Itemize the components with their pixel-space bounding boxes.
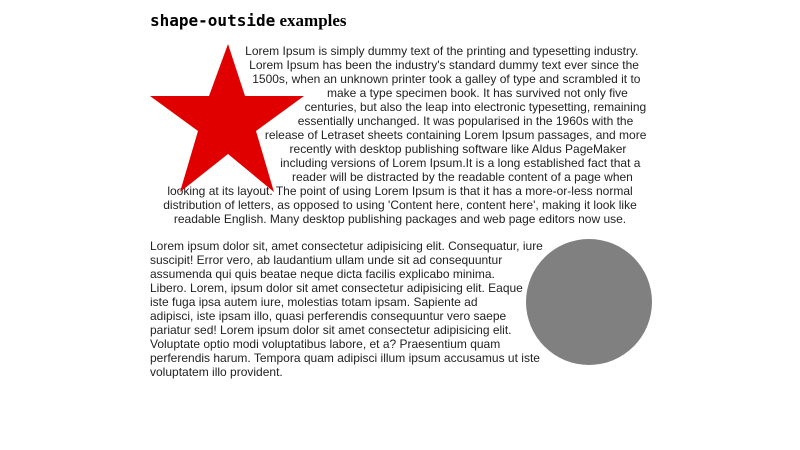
page-title-rest: examples: [275, 11, 347, 30]
page-title: [150, 10, 650, 32]
circle-example-text: Lorem ipsum dolor sit, amet consectetur adipisicing elit. Consequatur, iure suscipit! Error vero, ab laudantium ullam unde sit ad consequuntur assumenda qui quis beatae neque dicta facilis explicabo minima. Libero. Lorem, ipsum dolor sit amet consectetur adipisicing elit. Eaque iste fuga ipsa autem iure, molestias totam ipsam. Sapiente ad adipisci, iste ipsam illo, quasi perferendis consequuntur vero saepe pariatur sed! Lorem ipsum dolor sit amet consectetur adipisicing elit. Voluptate optio modi voluptatibus labore, et a? Praesentium quam perferendis harum. Tempora quam adipisci illum ipsum accusamus ut iste voluptatem illo provident.: [150, 239, 543, 379]
circle-icon: [526, 239, 652, 365]
star-icon: [150, 44, 308, 196]
star-example: [150, 44, 650, 226]
circle-example: [150, 239, 650, 379]
star-example-text: Lorem Ipsum is simply dummy text of the printing and typesetting industry. Lorem Ipsum has been the industry's standard dummy text ever since the 1500s, when an unknown printer took a galley of type and scrambled it to make a type specimen book. It has survived not only five centuries, but also the leap into electronic typesetting, remaining essentially unchanged. It was popularised in the 1960s with the release of Letraset sheets containing Lorem Ipsum passages, and more recently with desktop publishing software like Aldus PageMaker including versions of Lorem Ipsum.It is a long established fact that a reader will be distracted by the readable content of a page when looking at its layout. The point of using Lorem Ipsum is that it has a more-or-less normal distribution of letters, as opposed to using 'Content here, content here', making it look like readable English. Many desktop publishing packages and web page editors now use.: [163, 44, 647, 226]
page: [150, 0, 650, 379]
star-shape: [150, 44, 307, 196]
page-title-code: shape-outside: [150, 11, 276, 30]
